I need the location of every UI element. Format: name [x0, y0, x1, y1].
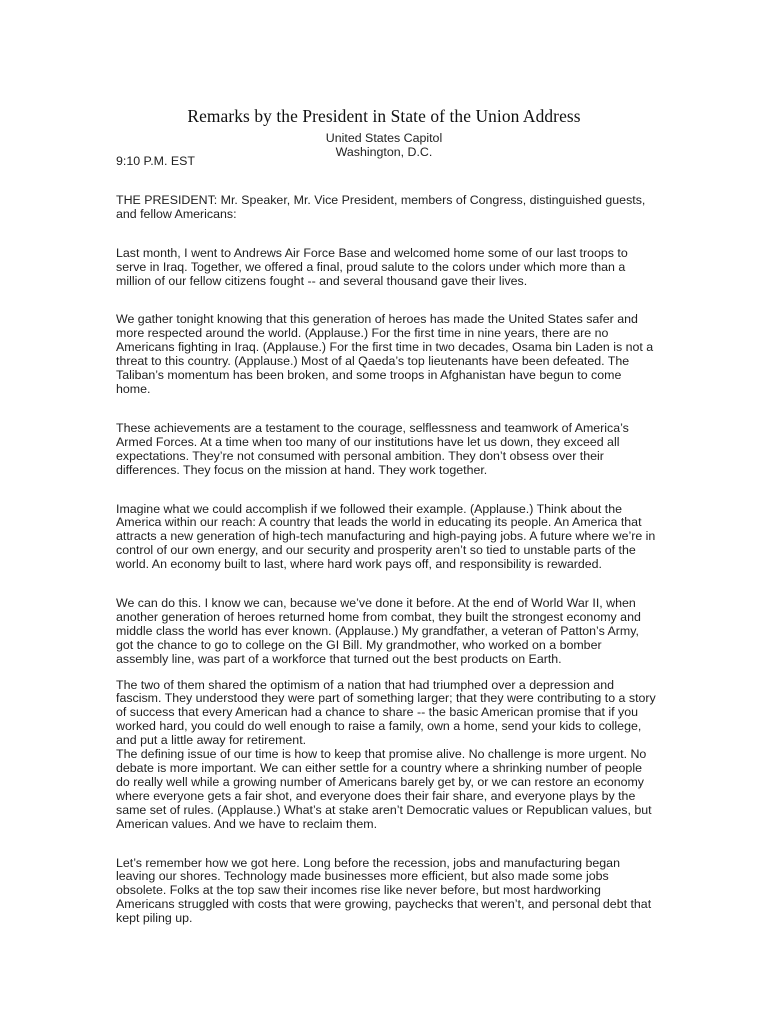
paragraph: THE PRESIDENT: Mr. Speaker, Mr. Vice President, members of Congress, distinguished guests, and fellow Americans:: [116, 192, 646, 221]
paragraph: The defining issue of our time is how to keep that promise alive. No challenge is more urgent. No debate is more important. We can either settle for a country where a shrinking number of people do really well while a growing number of Americans barely get by, or we can restore an economy where everyone gets a fair shot, and everyone does their fair share, and everyone plays by the same set of rules. (Applause.) What’s at stake aren’t Democratic values or Republican values, but American values. And we have to reclaim them.: [116, 747, 652, 831]
paragraph: Imagine what we could accomplish if we followed their example. (Applause.) Think about the America within our reach: A country that leads the world in educating its people. An America that attracts a new generation of high-tech manufacturing and high-paying jobs. A future where we’re in control of our own energy, and our security and prosperity aren’t so tied to unstable parts of the world. An economy built to last, where hard work pays off, and responsibility is rewarded.: [116, 501, 656, 572]
time-stamp: 9:10 P.M. EST: [116, 154, 195, 168]
paragraph: We gather tonight knowing that this generation of heroes has made the United States safer and more respected around the world. (Applause.) For the first time in nine years, there are no Americans fighting in Iraq. (Applause.) For the first time in two decades, Osama bin Laden is not a threat to this country. (Applause.) Most of al Qaeda’s top lieutenants have been defeated. The Taliban’s momentum has been broken, and some troops in Afghanistan have begun to come home.: [116, 312, 654, 396]
paragraph: The two of them shared the optimism of a nation that had triumphed over a depression and fascism. They understood they were part of something larger; that they were contributing to a story of success that every American had a chance to share -- the basic American promise that if you worked hard, you could do well enough to raise a family, own a home, send your kids to college, and put a little away for retirement.: [116, 677, 656, 748]
location-line-city: Washington, D.C.: [335, 145, 433, 159]
document-body: [116, 155, 656, 926]
document-title: Remarks by the President in State of the Union Address: [187, 106, 581, 126]
paragraph: We can do this. I know we can, because we’ve done it before. At the end of World War II, when another generation of heroes returned home from combat, they built the strongest economy and middle class the world has ever known. (Applause.) My grandfather, a veteran of Patton’s Army, got the chance to go to college on the GI Bill. My grandmother, who worked on a bomber assembly line, was part of a workforce that turned out the best products on Earth.: [116, 596, 641, 666]
paragraph: Let’s remember how we got here. Long before the recession, jobs and manufacturing began leaving our shores. Technology made businesses more efficient, but also made some jobs obsolete. Folks at the top saw their incomes rise like never before, but most hardworking Americans struggled with costs that were growing, paychecks that weren’t, and personal debt that kept piling up.: [116, 855, 652, 926]
paragraph: Last month, I went to Andrews Air Force Base and welcomed home some of our last troops to serve in Iraq. Together, we offered a final, proud salute to the colors under which more than a million of our fellow citizens fought -- and several thousand gave their lives.: [116, 245, 628, 288]
paragraph: These achievements are a testament to the courage, selflessness and teamwork of America’s Armed Forces. At a time when too many of our institutions have let us down, they exceed all expectations. They’re not consumed with personal ambition. They don’t obsess over their differences. They focus on the mission at hand. They work together.: [116, 420, 629, 477]
location-line-venue: United States Capitol: [325, 131, 443, 145]
